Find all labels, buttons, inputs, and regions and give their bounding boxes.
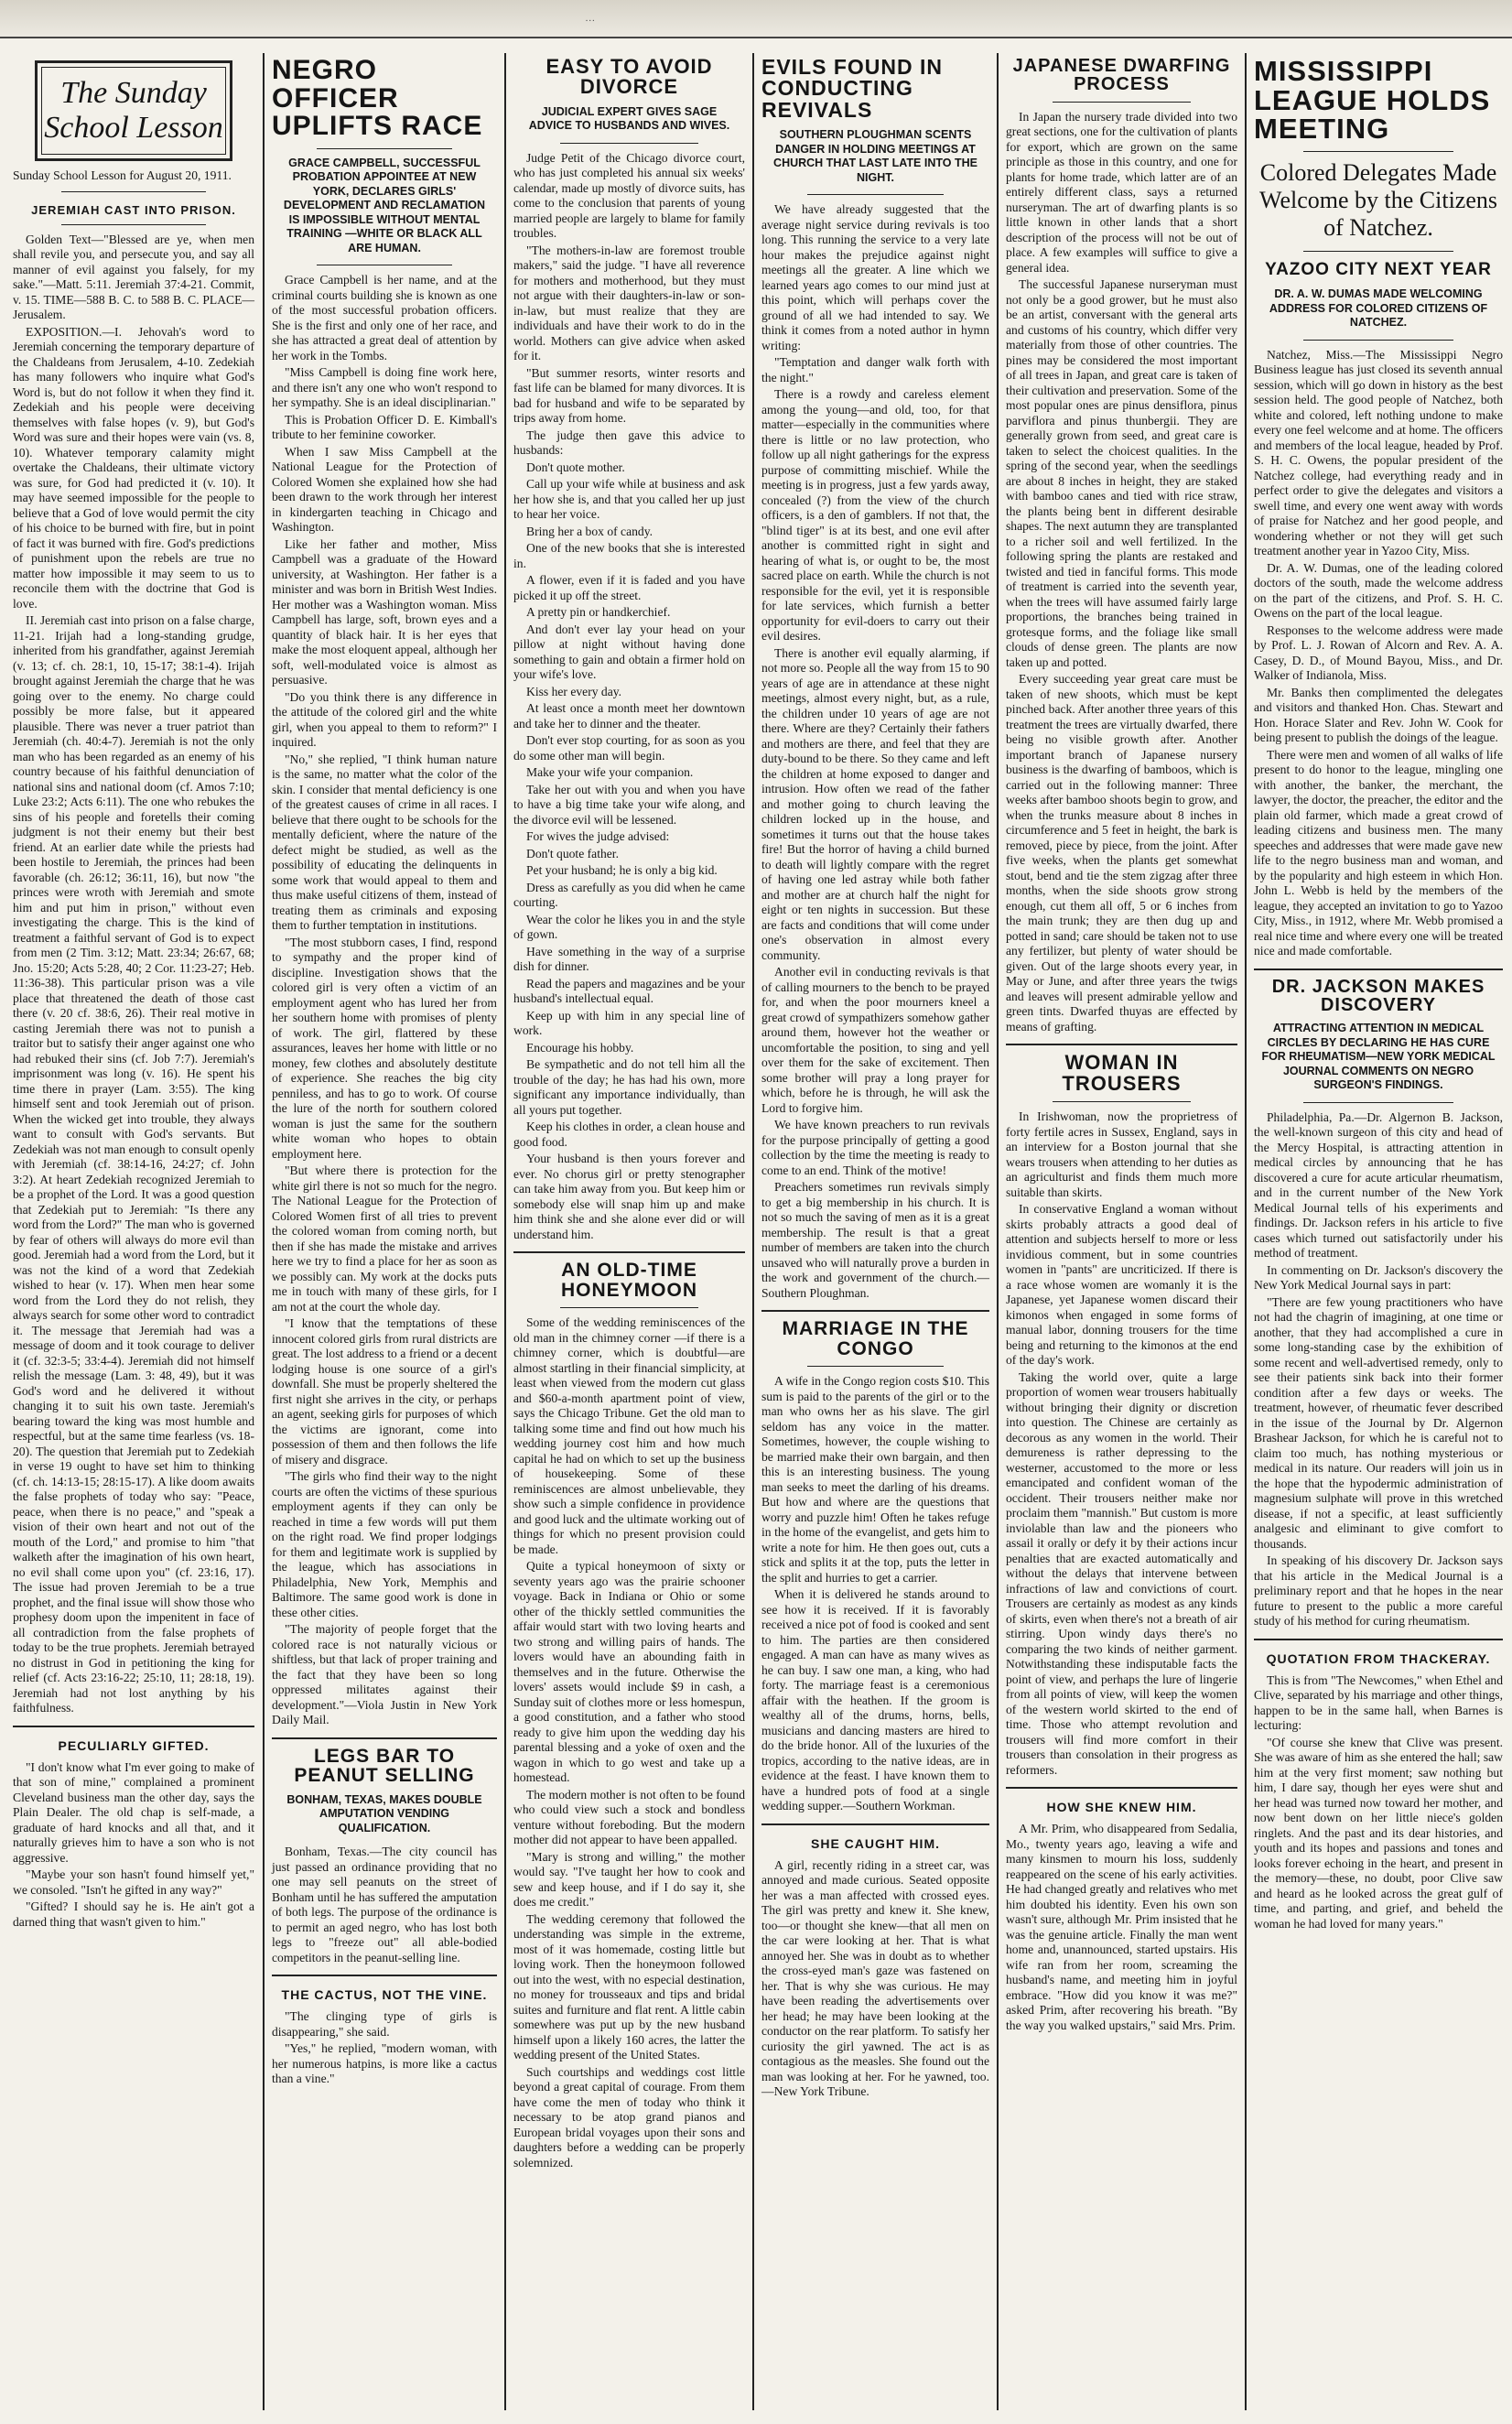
article-paragraph: A Mr. Prim, who disappeared from Sedalia, Mo., twenty years ago, leaving a wife and many kinsmen to mourn his loss, suddenly reappeared on the scene of his early activities. He had changed greatly and relatives who met him doubted his identity. Even his own son wasn't sure, although Mr. Prim insisted that he was the genuine article. Finally the man went home and, unannounced, started upstairs. His wife ran from her room, screaming the husband's name, and meeting him in joyful embrace. "How did you know it was me?" asked Prim, after recovering his breath. "By the way you walked upstairs," said Mrs. Prim. [1006, 1822, 1237, 2032]
article-paragraph: "There are few young practitioners who have not had the chagrin of imagining, at one time or another, that they had accomplished a cure in some long-standing case by the exhibition of some recent and well-advertised remedy, only to see their patients sink back into their former condition after a few days or weeks. The treatment, however, of rheumatic fever described in the issue of the Journal by Dr. Algernon Brashear Jackson, for which he is careful not to claim too much, has nothing mysterious or medical in its nature. Our readers will join us in the hope that the hypodermic administration of magnesium sulphate will prove in this wretched disease, if not a specific, at least sufficiently analgesic and eliminant to give comfort to thousands. [1254, 1294, 1503, 1551]
divider [13, 1726, 254, 1727]
article-paragraph: "I don't know what I'm ever going to make of that son of mine," complained a prominent Cleveland business man the other day, says the Plain Dealer. The old chap is self-made, a graduate of hard knocks and all that, and it naturally grieves him to have a son who is not aggressive. [13, 1759, 254, 1865]
article-paragraph: The successful Japanese nurseryman must not only be a good grower, but he must also be an artist, conversant with the general arts and customs of his country, which differ very materially from those of other countries. The pines may be considered the most important of all trees in Japan, and great care is taken of their cultivation and preservation. Some of the most popular ones are pinus densiflora, pinus parviflora and pinus thunbergii. They are generally grown from seed, and great care is taken to select the choicest qualities. In the spring of the second year, when the seedlings are about 8 inches in height, they are staked with bamboo canes and tied with rice straw, the plants being bent in different desirable shapes. The next autumn they are transplanted to a richer soil and well fertilized. In the following spring the plants are restaked and twisted and tied in fanciful forms. This mode of treatment is carried into the seventh year, when the trees will have assumed fairly large proportions, the branches being trained in grotesque forms, and the foliage like small clouds of dense green. The plants are now taken up and potted. [1006, 277, 1237, 669]
article-paragraph: Bonham, Texas.—The city council has just passed an ordinance providing that no one may sell peanuts on the street of Bonham until he has suffered the amputation of both legs. The purpose of the ordinance is to permit an aged negro, who has lost both legs to "freeze out" all able-bodied competitors in the peanut-selling line. [272, 1845, 497, 1964]
divider [761, 1823, 989, 1825]
article-paragraph: In Irishwoman, now the proprietress of forty fertile acres in Sussex, England, says in an interview for a Boston journal that she wears trousers when attending to her duties as an agriculturist and finds them much more suitable than skirts. [1006, 1109, 1237, 1199]
article-paragraph: At least once a month meet her downtown and take her to dinner and the theater. [513, 701, 745, 730]
lesson-date-line: Sunday School Lesson for August 20, 1911. [13, 168, 232, 182]
divider [1303, 340, 1453, 341]
mississippi-subhead: DR. A. W. DUMAS MADE WELCOMING ADDRESS FOR COLORED CITIZENS OF NATCHEZ. [1269, 287, 1488, 330]
article-paragraph: "Do you think there is any difference in the attitude of the colored girl and the white girl, when you appeal to them to reform?" I inquired. [272, 689, 497, 750]
article-paragraph: Don't quote mother. [526, 460, 625, 474]
article-paragraph: Wear the color he likes you in and the style of gown. [513, 912, 745, 942]
article-paragraph: "Maybe your son hasn't found himself yet," we consoled. "Isn't he gifted in any way?" [13, 1867, 254, 1897]
sunday-school-lesson-title: The Sunday School Lesson [44, 76, 223, 145]
cactus-heading: THE CACTUS, NOT THE VINE. [281, 1987, 488, 2003]
page-top-edge [0, 0, 1512, 38]
article-paragraph: Another evil in conducting revivals is that of calling mourners to the bench to be prayed for, and when the poor mourners kneel a great crowd of sympathizers somehow gather around them, however hot the weather or uncomfortable the position, to sing and yell over them for the sake of excitement. Then some brother will pray a long prayer for which, before he is through, he will ask the Lord to forgive him. [761, 965, 989, 1115]
mississippi-headline: MISSISSIPPI LEAGUE HOLDS MEETING [1254, 55, 1491, 146]
article-paragraph: A pretty pin or handkerchief. [526, 605, 671, 620]
article-paragraph: Pet your husband; he is only a big kid. [526, 863, 718, 878]
evils-subhead: SOUTHERN PLOUGHMAN SCENTS DANGER IN HOLDING MEETINGS AT CHURCH THAT LAST LATE INTO THE NIGHT. [773, 128, 977, 184]
article-paragraph: Be sympathetic and do not tell him all the trouble of the day; he has had his own, more significant any importance individually, than all yours put together. [513, 1057, 745, 1117]
divider [317, 148, 452, 149]
article-paragraph: Call up your wife while at business and ask her how she is, and that you called her up just to hear her voice. [513, 477, 745, 522]
article-paragraph: "But summer resorts, winter resorts and fast life can be blamed for many divorces. It is bad for husband and wife to be separated by trips away from home. [513, 365, 745, 426]
divider [1254, 969, 1503, 970]
article-paragraph: One of the new books that she is interested in. [513, 541, 745, 570]
article-paragraph: In speaking of his discovery Dr. Jackson says that his article in the Medical Journal is a preliminary report and that he hopes in the near future to present to the public a more careful study of his method for curing rheumatism. [1254, 1553, 1503, 1629]
peculiarly-gifted-heading: PECULIARLY GIFTED. [58, 1737, 210, 1753]
divider [761, 1310, 989, 1312]
legs-bar-subhead: BONHAM, TEXAS, MAKES DOUBLE AMPUTATION VENDING QUALIFICATION. [286, 1792, 482, 1834]
divider [61, 224, 206, 225]
article-paragraph: "The most stubborn cases, I find, respond to sympathy and the proper kind of discipline. Investigation shows that the colored girl is very often a victim of an employment agent who has lured her from her southern home with promises of plenty of work. The girl, flattered by these assurances, leaves her home with little or no money, few clothes and absolutely destitute of experience. She reaches the big city penniless, and has to go to work. Of course the lure of the north for southern colored woman is just the same for the southern white woman who hopes to obtain employment here. [272, 935, 497, 1161]
jackson-subhead: ATTRACTING ATTENTION IN MEDICAL CIRCLES BY DECLARING HE HAS CURE FOR RHEUMATISM—NEW YORK MEDICAL JOURNAL COMMENTS ON NEGRO SURGEON'S FINDINGS. [1261, 1022, 1496, 1092]
knew-him-heading: HOW SHE KNEW HIM. [1046, 1800, 1197, 1815]
article-paragraph: The wedding ceremony that followed the understanding was simple in the extreme, most of it was homemade, costing little but loving work. Then the honeymoon followed out into the west, with no especial destination, no money for trousseaux and tips and bridal suites and furniture and flat rent. A little cabin somewhere was put up by the new husband himself upon a likely 160 acres, the latter the wedding present of the United States. [513, 1911, 745, 2062]
article-paragraph: There is a rowdy and careless element among the young—and old, too, for that matter—especially in the communities where there is little or no law protection, who follow up all night gatherings for the express purpose of committing mischief. While the meeting is in progress, just a few yards away, concealed (?) from the view of the church officers, is a den of gamblers. If not that, the "blind tiger" is at its best, and one evil after another is committed right in sight and hearing of what is, or ought to be, the most sacred place on earth. While the church is not responsible for the evil, yet it is responsible for late services, which furnish a better opportunity for evil-doers to carry out their evil desires. [761, 387, 989, 644]
negro-officer-subhead: GRACE CAMPBELL, SUCCESSFUL PROBATION APPOINTEE AT NEW YORK, DECLARES GIRLS' DEVELOPMENT AND RECLAMATION IS IMPOSSIBLE WITHOUT MENTAL TRAINING —WHITE OR BLACK ALL ARE HUMAN. [283, 156, 486, 254]
article-paragraph: "Of course she knew that Clive was present. She was aware of him as she entered the hall; saw him at the very first moment; saw nothing but him, I dare say, though her eyes were shut and her head was turned now toward her mother, and now bent down on her little niece's golden ringlets. And the past and its dear histories, and youth and its hopes and passions and tones and looks forever echoing in the heart, and present in the memory—these, no doubt, poor Clive saw and heard as he looked across the great gulf of time, and parting, and grief, and beheld the woman he had loved for many years." [1254, 1735, 1503, 1931]
lesson-paragraph: II. Jeremiah cast into prison on a false charge, 11-21. Irijah had a long-standing grudge, inherited from his grandfather, against Jeremiah (v. 13; cf. ch. 28:1, 10, 15-17; 38:1-4). Irijah brought against Jeremiah the charge that he was going over to the enemy. No charge could possibly be more false, but it appeared plausible. There was never a truer patriot than Jeremiah (ch. 40:4-7). Jeremiah is not the only man who has been regarded as an enemy of his country because of his faithful denunciation of national sins and national doom (cf. Amos 7:10; Luke 23:2; Acts 6:11). The one who rebukes the sins of his people and foretells their coming judgment is not their enemy but their best friend. At an earlier date while the priests had been hostile to Jeremiah, the princes had been favorable (ch. 26:12; 36:11, 16), but now "the princes were wroth with Jeremiah and smote him and put him in prison," without even investigating the charge. This is the kind of treatment a faithful servant of God is to expect from men (2 Tim. 3:12; Matt. 23:34; 26:67, 68; Jno. 15:20; Acts 5:28, 40; 2 Cor. 11:23-27; Heb. 11:36-38). This particular prison was a vile place that threatened the death of those cast there (v. 20 cf. 38:6, 26). Their real motive in casting Jeremiah there was not to punish a traitor but to satisfy their anger against one who had rebuked their sins (cf. Job 7:7). Jeremiah's imprisonment was long (v. 16). He spent his time there in prayer (Lam. 3:55). The king himself sent and took Jeremiah out of prison. When the wicked get into trouble, they always want to consult with God's servants. But Zedekiah was not man enough to consult openly with Jeremiah (cf. 38:14-16, 24:27; cf. John 3:2). At heart Zedekiah recognized Jeremiah to be a prophet of the Lord. It was a good question that Zedekiah put to Jeremiah: "Is there any word from the Lord?" The man who is governed by fear of others will always do more evil than good. Jeremiah had a word from the Lord, but it was not the kind of a word that Zedekiah wished to hear (v. 17). When men hear some word from the Lord they do not relish, they always search for some other word to contradict it. The message that Jeremiah had was a message of doom and it took courage to deliver it (cf. 32:3-5; 33:4-4). Jeremiah did not himself relish the message (Lam. 3: 48, 49), but it was God's word and he delivered it without changing it to suit his own taste. Jeremiah's bearing toward the king was most humble and respectful, but at the same time fearless (vs. 18-20). The question that Jeremiah put to Zedekiah in verse 19 ought to have set him to thinking (cf. ch. 14:13-15; 28:15-17). A like doom awaits the false prophets of today who say: "Peace, peace, when there is no peace," and "speak a vision of their own heart and not out of the mouth of the Lord," and promise to him "that walketh after the imagination of his own heart, no evil shall come upon you" (cf. 23:16, 17). The issue had proven Jeremiah to be a true prophet, and the final issue will show those who prophesy doom upon the impenitent in face of all contradiction from the false prophets of today to be the true prophets. Jeremiah betrayed no distrust in God in petitioning the king for relief (cf. Acts 23:16-22; 25:10, 11; 28:18, 19). Jeremiah had not lost anything by his faithfulness. [13, 613, 254, 1715]
article-paragraph: This is from "The Newcomes," when Ethel and Clive, separated by his marriage and other things, happen to be in the same hall, when Barnes is lecturing: [1254, 1672, 1503, 1733]
divider [1053, 102, 1192, 103]
article-paragraph: Like her father and mother, Miss Campbell was a graduate of the Howard university, at Washington. Her father is a minister and was born in British West Indies. Her mother was a Washington woman. Miss Campbell has large, soft, brown eyes and a quantity of black hair. It is her eyes that make the most eloquent appeal, although her soft, well-modulated voice is almost as persuasive. [272, 536, 497, 687]
article-paragraph: Philadelphia, Pa.—Dr. Algernon B. Jackson, the well-known surgeon of this city and head of the Mercy Hospital, is attracting attention in medical circles by announcing that he has discovered a cure for acute articular rheumatism, and in the current number of the New York Medical Journal tells of his experiments and findings. Dr. Jackson refers in his article to five cases which turned out satisfactorily under his method of treatment. [1254, 1109, 1503, 1261]
divider [1006, 1044, 1237, 1045]
article-paragraph: "The majority of people forget that the colored race is not naturally vicious or shiftless, but that lack of proper training and the fact that they have been so long oppressed militates against their development."—Viola Justin in New York Daily Mail. [272, 1622, 497, 1727]
divider [560, 143, 699, 144]
divider [61, 191, 206, 192]
column-5 [999, 55, 1245, 2408]
article-paragraph: Make your wife your companion. [526, 765, 694, 780]
congo-headline: MARRIAGE IN THE CONGO [782, 1318, 969, 1359]
masthead-fragment: … [586, 13, 598, 24]
lesson-paragraph: EXPOSITION.—I. Jehovah's word to Jeremiah concerning the temporary departure of the Chaldeans from Jerusalem, 4-10. Zedekiah has many followers who inquire what God's Word is, but do not follow it when they find it. Zedekiah and his people were deceiving themselves with false hopes (v. 9), but God's Word was sure and their hopes were vain (vs. 8, 10). Whatever temporary calamity might overtake the Chaldeans, their ultimate victory was sure, for God had predicted it (v. 10). It may have seemed impossible for the people to believe that a God of love would permit the city of his choice to be burned with fire, but in point of fact it was burned with fire. God's predictions of punishment upon the rebels are true no matter how impossible it may seem to us to reconcile them with the doctrine that God is love. [13, 324, 254, 611]
article-paragraph: Don't ever stop courting, for as soon as you do some other man will begin. [513, 733, 745, 763]
article-paragraph: "Temptation and danger walk forth with the night." [761, 355, 989, 384]
article-paragraph: Quite a typical honeymoon of sixty or seventy years ago was the prairie schooner voyage. Back in Indiana or Ohio or some other of the thickly settled communities the affair would start with two loving hearts and two strong and willing pairs of hands. The lovers would have an abounding faith in themselves and in the future. Otherwise the lovers' assets would include $9 in cash, a Sunday suit of clothes more or less homespun, a good constitution, and a father who stood ready to give him upon the wedding day his parental blessing and a yoke of oxen and the wagon in which to go west and take up a homestead. [513, 1559, 745, 1785]
article-paragraph: Don't quote father. [526, 846, 619, 860]
divider [807, 1366, 944, 1367]
article-paragraph: A girl, recently riding in a street car, was annoyed and made curious. Seated opposite her was a man affected with crossed eyes. The girl was pretty and knew it. She knew, too—or thought she knew—that all men on the car were looking at her. That is what annoyed her. She was in doubt as to whether the cross-eyed man's gaze was fastened on her. That is why she was curious. He may have been reading the advertisements over her head; he may have been looking at the conductor on the rear platform. To satisfy her curiosity the girl yawned. The act is as contagious as the measles. She found out the man was looking at her. For he yawned, too.—New York Tribune. [761, 1857, 989, 2099]
article-paragraph: In conservative England a woman without skirts probably attracts a good deal of attention and subjects herself to more or less invidious comment, but in some countries women in "pants" are uncriticized. If there is a race whose women are womanly it is the Japanese, yet Japanese women discard their kimonos when engaged in some forms of manual labor, donning trousers for the time being and returning to the kimonos at the end of the day's work. [1006, 1202, 1237, 1368]
column-4 [754, 55, 997, 2408]
divider [1303, 1102, 1453, 1103]
article-paragraph: There is another evil equally alarming, if not more so. People all the way from 15 to 90 years of age are in attendance at these night meetings, almost every night, but, as a rule, the children under 10 years of age are not there. Where are they? Certainly their fathers and mothers are there, and feel that they are duty-bound to be there. So they came and left the children at home exposed to danger and intrusion. How often we read of the father and mother going to church leaving the children locked up in the house, and sometimes it turns out that the house takes fire! But the horror of having a child burned to death will lightly compare with the regret of having one led astray while both father and mother are at church half the night for eight or ten nights in succession. But these are facts and conditions that will come under one's observation in almost every community. [761, 645, 989, 962]
article-paragraph: Dr. A. W. Dumas, one of the leading colored doctors of the south, made the welcome address on the part of the citizens, and Prof. S. H. C. Owens on the part of the local league. [1254, 560, 1503, 621]
article-paragraph: The judge then gave this advice to husbands: [513, 427, 745, 458]
negro-officer-headline: NEGRO OFFICER UPLIFTS RACE [272, 55, 483, 142]
article-paragraph: Kiss her every day. [526, 684, 622, 698]
article-paragraph: "The mothers-in-law are foremost trouble makers," said the judge. "I have all reverence for mothers and motherhood, but they must not argue with their daughters-in-law or son-in-law, but must realize that they are individuals and have their work to do in the world. Mothers can give advice when asked for it. [513, 243, 745, 363]
article-paragraph: Read the papers and magazines and be your husband's intellectual equal. [513, 976, 745, 1006]
divider [272, 1975, 497, 1976]
article-paragraph: "Mary is strong and willing," the mother would say. "I've taught her how to cook and sew and keep house, and if I do say it, she does me credit." [513, 1849, 745, 1910]
article-paragraph: "Gifted? I should say he is. He ain't got a darned thing that wasn't given to him." [13, 1899, 254, 1929]
article-paragraph: Take her out with you and when you have to have a big time take your wife along, and the divorce evil will be lessened. [513, 782, 745, 827]
article-paragraph: A wife in the Congo region costs $10. This sum is paid to the parents of the girl or to the man who owns her as his slave. The girl seldom has any voice in the matter. Sometimes, however, the couple wishing to be married make their own bargain, and then this is an interesting business. The young man seeks to meet the darling of his dreams. But how and where are the questions that worry and puzzle him! Often he takes refuge in the home of the evangelist, and gets him to write a note for him. He then goes out, cuts a stick and splits it at the top, puts the letter in the split and hurries to get a carrier. [761, 1374, 989, 1585]
article-paragraph: "I know that the temptations of these innocent colored girls from rural districts are great. The lost address to a friend or a decent lodging house is one source of a girl's downfall. She must be properly sheltered the first night she arrives in the city, or perhaps an agent, seeking girls for purposes of which the victims are ignorant, come into possession of them and then follows the life of misery and disgrace. [272, 1316, 497, 1466]
mississippi-midhead: Colored Delegates Made Welcome by the Citizens of Natchez. [1259, 158, 1497, 241]
article-paragraph: We have known preachers to run revivals for the purpose principally of getting a good collection by the time the meeting is ready to come to an end. Think of the motive! [761, 1118, 989, 1177]
article-paragraph: There were men and women of all walks of life present to do honor to the league, mingling one with another, the banker, the merchant, the lawyer, the doctor, the preacher, the editor and the plain old farmer, which made a great crowd of leading citizens and business men. The many speeches and addresses that were made gave new life to the negro business man and woman, and by the popularity and high esteem in which Hon. John L. Webb is held by the members of the league, they accepted an invitation to go to Yazoo City, Miss., in 1912, where Mr. Webb promised a real nice time and where every one will be treated nice and made comfortable. [1254, 747, 1504, 958]
lesson-heading: JEREMIAH CAST INTO PRISON. [31, 202, 236, 217]
article-paragraph: Encourage his hobby. [526, 1040, 634, 1055]
article-paragraph: "But where there is protection for the white girl there is not so much for the negro. The National League for the Protection of Colored Women first of all tries to prevent the colored woman from coming north, but then if she has made the mistake and arrives here we try to find a place for her as soon as we possibly can. My work at the docks puts me in touch with many of these girls, for I am not at the court the whole day. [272, 1163, 497, 1314]
divider [1053, 1101, 1192, 1102]
article-paragraph: We have already suggested that the average night service during revivals is too long. This running the service to a very late hour makes the prejudice against night meetings all the greater. A line which we learned years ago comes to our mind just at this point, which will perhaps cover the ground of all we had intended to say. We think it comes from a noted author in hymn writing: [761, 202, 989, 352]
column-3 [506, 55, 752, 2408]
divider [560, 1307, 699, 1308]
article-paragraph: When it is delivered he stands around to see how it is received. If it is favorably received a nice pot of food is cooked and sent to him. The parties are then considered engaged. A man can have as many wives as he can buy. I saw one man, a king, who had forty. The marriage feast is a ceremonious affair with the heathen. If the groom is wealthy all of the drums, horns, bells, musicians and dancing masters are hired to do the bride honor. All of the luxuries of the tropics, according to the native ideas, are in evidence at the feast. I have known them to have a hundred pots of food at a single wedding supper.—Southern Workman. [761, 1587, 989, 1813]
article-paragraph: Your husband is then yours forever and ever. No chorus girl or pretty stenographer can take him away from you. But keep him or somebody else will snap him up and make him think she and she alone ever did or will understand him. [513, 1152, 745, 1241]
article-paragraph: Grace Campbell is her name, and at the criminal courts building she is known as one of the most successful probation officers. She is the first and only one of her race, and she has attracted a great deal of attention by her work in the Tombs. [272, 273, 497, 363]
column-2 [265, 55, 504, 2408]
article-paragraph: "No," she replied, "I think human nature is the same, no matter what the color of the skin. I consider that mental deficiency is one of the greatest causes of crime in all races. I believe that there ought to be schools for the mentally deficient, where the nature of the defect might be studied, as well as the possibility of educating the delinquents in some work that would appeal to them and thus make useful citizens of them, instead of treating them as criminals and exposing them to further temptation in institutions. [272, 752, 497, 933]
article-paragraph: "The girls who find their way to the night courts are often the victims of these spurious employment agents if they can only be reached in time a few words will put them on the right road. We find proper lodgings for them and legitimate work is supplied by the league, which has associations in Philadelphia, New York, Memphis and Baltimore. The same good work is done in these other cities. [272, 1469, 497, 1619]
trousers-headline: WOMAN IN TROUSERS [1062, 1051, 1182, 1095]
article-paragraph: Responses to the welcome address were made by Prof. L. J. Rowan of Alcorn and Rev. A. A. Casey, D. D., of Mound Bayou, Miss., and Dr. Walker of Indianola, Miss. [1254, 622, 1503, 683]
article-paragraph: Such courtships and weddings cost little beyond a great capital of courage. From them have come the men of today who think it necessary to be atop grand pianos and European bridal voyages upon their sons and daughters before a wedding can be properly solemnized. [513, 2064, 745, 2170]
article-paragraph: Keep up with him in any special line of work. [513, 1008, 745, 1038]
article-paragraph: "Miss Campbell is doing fine work here, and there isn't any one who won't respond to her sympathy. She is an ideal disciplinarian." [272, 365, 497, 410]
article-paragraph: Judge Petit of the Chicago divorce court, who has just completed his annual six weeks' calendar, made up mostly of divorce suits, has come to the conclusion that parents of young married people are largely to blame for family troubles. [513, 150, 745, 241]
article-paragraph: Some of the wedding reminiscences of the old man in the chimney corner —if there is a chimney corner, which is doubtful—are almost startling in their financial simplicity, at least when viewed from the modern cut glass and $60-a-month apartment point of view, says the Chicago Tribune. Get the old man to talking some time and find out how much his wedding journey cost him and how much capital he had on which to set up the business of housekeeping. Some of these reminiscences are almost unbelievable, they show such a simple confidence in providence and good luck and the ultimate working out of things for which no present provision could be made. [513, 1315, 745, 1556]
divider [1006, 1787, 1237, 1789]
divider [1254, 1639, 1503, 1640]
lesson-paragraph: Golden Text—"Blessed are ye, when men shall revile you, and persecute you, and say all manner of evil against you falsely, for my sake."—Matt. 5:11. Jeremiah 37:4-21. Commit, v. 15. TIME—588 B. C. to 588 B. C. PLACE—Jerusalem. [13, 232, 254, 321]
article-paragraph: Have something in the way of a surprise dish for dinner. [513, 944, 745, 974]
divorce-headline: EASY TO AVOID DIVORCE [545, 55, 713, 99]
dwarfing-headline: JAPANESE DWARFING PROCESS [1012, 56, 1231, 95]
column-6 [1247, 55, 1510, 2408]
column-1 [5, 55, 262, 2408]
article-paragraph: Mr. Banks then complimented the delegates and visitors and thanked Hon. Chas. Stewart and Hon. Horace Slater and Rev. John W. Cook for being present to publish the doings of the league. [1254, 685, 1503, 745]
article-paragraph: The modern mother is not often to be found who could view such a stock and bondless venture without foreboding. But the modern mother did not appear to have been appalled. [513, 1787, 745, 1847]
evils-headline: EVILS FOUND IN CONDUCTING REVIVALS [761, 55, 944, 122]
article-paragraph: Dress as carefully as you did when he came courting. [513, 880, 745, 910]
article-paragraph: "The clinging type of girls is disappearing," she said. [272, 2009, 497, 2039]
caught-heading: SHE CAUGHT HIM. [811, 1835, 940, 1851]
article-paragraph: Natchez, Miss.—The Mississippi Negro Business league has just closed its seventh annual session, which will go down in history as the best session held. The good people of Natchez, both white and colored, left nothing undone to make every one feel welcome and at home. The officers and members of the local league, headed by Prof. S. H. C. Owens, the popular president of the Natchez college, had everything ready and in perfect order to give the delegates and visitors a swell time, and every one went away with words of praise for Natchez and her good people, and wondering whether or not they will get such treatment another year in Yazoo City, Miss. [1254, 347, 1503, 558]
article-paragraph: In Japan the nursery trade divided into two great sections, one for the cultivation of plants for export, which are grown on the same principle as those in this country, and one for plants for home trade, which latter are of an entirely different class, says a returned nurseryman. The art of dwarfing plants is so little known in other lands that a short description of the process will not be out of place. A few examples will suffice to give a general idea. [1006, 109, 1237, 275]
sunday-school-lesson-box [35, 60, 232, 161]
divider [1303, 251, 1453, 252]
article-paragraph: When I saw Miss Campbell at the National League for the Protection of Colored Women she explained how she had been drawn to the work through her interest in kindergarten teaching in Chicago and Washington. [272, 444, 497, 535]
divider [272, 1737, 497, 1739]
article-paragraph: This is Probation Officer D. E. Kimball's tribute to her feminine coworker. [272, 412, 497, 442]
article-paragraph: Keep his clothes in order, a clean house and good food. [513, 1120, 745, 1149]
article-paragraph: Taking the world over, quite a large proportion of women wear trousers habitually without bringing their dignity or discretion into question. The Chinese are certainly as decorous as any women in the world. Their demureness is rather depressing to the westerner, accustomed to the more or less emancipated and confident woman of the occident. Their trousers neither make nor proclaim them "mannish." But custom is more inviolable than law and the pioneers who assail it orally or defy it by their actions incur penalties that are exacted automatically and without the delays that intervene between infractions of law and convictions of court. Trousers are certainly as modest as any kinds of skirts, even when there's not a breath of air stirring. Upon windy days there's no comparing the two kinds of neither garment. Notwithstanding these indisputable facts the point of view, and perhaps the lure of lingerie from all points of view, will keep the women of the western world skirted to the end of time. Those who attempt revolution and trousers will find more comfort in their trousers than consolation in their progress as reformers. [1006, 1369, 1237, 1777]
divider [1303, 151, 1453, 152]
thackeray-heading: QUOTATION FROM THACKERAY. [1266, 1650, 1491, 1666]
article-paragraph: "Yes," he replied, "modern woman, with her numerous hatpins, is more like a cactus than a vine." [272, 2041, 497, 2086]
article-paragraph: A flower, even if it is faded and you have picked it up off the street. [513, 573, 745, 602]
jackson-headline: DR. JACKSON MAKES DISCOVERY [1271, 976, 1485, 1016]
legs-bar-headline: LEGS BAR TO PEANUT SELLING [294, 1745, 475, 1787]
divorce-subhead: JUDICIAL EXPERT GIVES SAGE ADVICE TO HUSBANDS AND WIVES. [528, 104, 730, 133]
article-paragraph: Preachers sometimes run revivals simply to get a big membership in his church. It is not so much the saving of men as it is a great membership. The result is that a great number of members are taken into the church unsaved who will naturally prove a burden in the work and government of the church.—Southern Ploughman. [761, 1180, 989, 1300]
divider [513, 1251, 745, 1253]
honeymoon-headline: AN OLD-TIME HONEYMOON [560, 1260, 697, 1301]
article-paragraph: In commenting on Dr. Jackson's discovery the New York Medical Journal says in part: [1254, 1262, 1503, 1293]
article-paragraph: And don't ever lay your head on your pillow at night without having done something to gain and obtain a firmer hold on your wife's love. [513, 622, 745, 682]
article-paragraph: Bring her a box of candy. [526, 524, 653, 538]
article-paragraph: For wives the judge advised: [526, 829, 670, 844]
article-paragraph: Every succeeding year great care must be taken of new shoots, which must be kept pinched back. After another three years of this treatment the trees are virtually dwarfed, there being no visible growth after. Another important branch of Japanese nursery business is the dwarfing of bamboos, which is carried out in the following manner: Three weeks after bamboo shoots begin to grow, and when the trunks measure about 8 inches in circumference and 5 feet in height, the bark is removed, piece by piece, from the joint. After five weeks, when the plants get somewhat stout, bend and tie the stem zigzag after three months, when the side shoots grow strong enough, cut them all off, 5 or 6 inches from the main trunk; they are then dug up and potted in sand; care should be taken not to use any fertilizer, but plenty of water should be given. Out of the large shoots every year, in May or June, and after three years the twigs and leaves will present admirable yellow and green tints. Dwarfed thuyas are effected by means of grafting. [1006, 672, 1237, 1033]
divider [807, 194, 944, 195]
yazoo-heading: YAZOO CITY NEXT YEAR [1265, 259, 1492, 279]
